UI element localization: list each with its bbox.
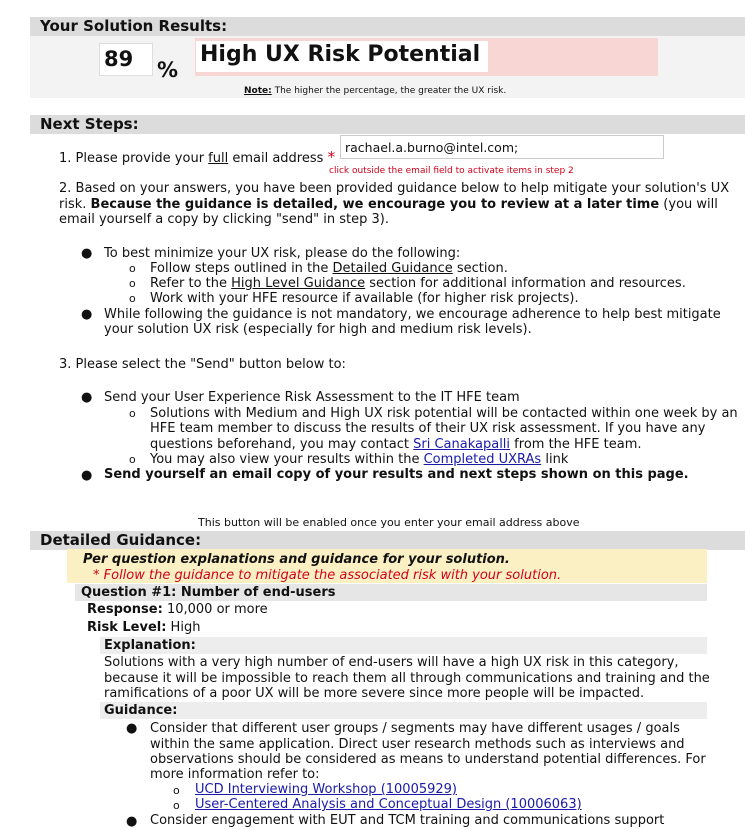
bullet-adherence-2: your solution UX risk (especially for high and medium risk levels). <box>104 322 532 337</box>
risk-level-label: Risk Level: <box>87 620 167 635</box>
sub-contact-line2: HFE team member to discuss the results of their UX risk assessment. If you have any <box>150 421 706 436</box>
bullet-dot: ● <box>81 246 93 261</box>
explanation-label: Explanation: <box>104 638 196 653</box>
percent-sign: % <box>157 58 179 82</box>
sub-completed-uxras <box>150 452 568 467</box>
high-level-guidance-ref: High Level Guidance <box>231 276 366 291</box>
step2-line1: 2. Based on your answers, you have been provided guidance below to help mitigate your solution's UX <box>59 181 730 196</box>
step1-full: full <box>208 151 229 166</box>
note-text: The higher the percentage, the greater the UX risk. <box>271 86 507 96</box>
email-hint: click outside the email field to activate items in step 2 <box>329 166 574 176</box>
step3-label: 3. Please select the "Send" button below to: <box>59 357 346 372</box>
step1-suffix: email address <box>228 151 324 166</box>
bullet-dot: ● <box>81 390 93 405</box>
circle-bullet: o <box>173 784 180 797</box>
circle-bullet: o <box>129 407 136 420</box>
sub2-a: Refer to the <box>150 276 232 291</box>
explanation-line3: ramifications of a poor UX will be more severe since more people will be impacted. <box>104 686 645 701</box>
circle-bullet: o <box>173 799 180 812</box>
bullet-adherence-1: While following the guidance is not mandatory, we encourage adherence to help best mitigate <box>104 307 721 322</box>
send-button-note: This button will be enabled once you enter your email address above <box>198 516 580 529</box>
response-row <box>87 602 268 617</box>
response-label: Response: <box>87 602 163 617</box>
sub2-b: section for additional information and resources. <box>365 276 686 291</box>
risk-level-value: High <box>166 620 201 635</box>
circle-bullet: o <box>129 292 136 305</box>
bullet-minimize: To best minimize your UX risk, please do the following: <box>104 246 461 261</box>
next-steps-header: Next Steps: <box>30 115 745 134</box>
sub-bullet-detailed <box>150 261 508 276</box>
guidance-header: Detailed Guidance: <box>30 531 745 550</box>
step2-line2-a: risk. <box>59 197 91 212</box>
email-field[interactable] <box>340 135 664 159</box>
guidance-item1-line1: Consider that different user groups / segments may have different usages / goals <box>150 721 680 736</box>
bullet-dot: ● <box>81 468 93 483</box>
bullet-email-copy: Send yourself an email copy of your results and next steps shown on this page. <box>104 467 689 482</box>
bullet-dot: ● <box>126 721 138 736</box>
score-value: 89 <box>104 47 134 71</box>
circle-bullet: o <box>129 277 136 290</box>
response-value: 10,000 or more <box>162 602 268 617</box>
sub1-b: section. <box>452 261 508 276</box>
sub1-a: Follow steps outlined in the <box>150 261 333 276</box>
guidance-item1-line2: within the same application. Direct user research methods such as interviews and <box>150 737 685 752</box>
bullet-dot: ● <box>126 814 138 829</box>
completed-uxras-link[interactable]: Completed UXRAs <box>423 452 542 467</box>
user-centered-analysis-link[interactable]: User-Centered Analysis and Conceptual Design (10006063) <box>195 797 582 812</box>
contact-a: questions beforehand, you may contact <box>150 437 414 452</box>
contact-b: from the HFE team. <box>510 437 642 452</box>
required-mark: * <box>327 148 336 166</box>
sri-canakapalli-link[interactable]: Sri Canakapalli <box>413 437 511 452</box>
uxras-a: You may also view your results within the <box>150 452 424 467</box>
step2-emphasis: Because the guidance is detailed, we encourage you to review at a later time <box>90 197 660 212</box>
sub-contact-line3 <box>150 437 642 452</box>
risk-row <box>87 620 200 635</box>
guidance-label-bar <box>100 702 707 719</box>
sub-contact-line1: Solutions with Medium and High UX risk potential will be contacted within one week by an <box>150 406 738 421</box>
bullet-dot: ● <box>81 307 93 322</box>
banner-line2: * Follow the guidance to mitigate the associated risk with your solution. <box>93 568 562 583</box>
guidance-item1-line3: observations should be considered as means to understand potential differences. For <box>150 752 706 767</box>
results-header: Your Solution Results: <box>30 17 745 36</box>
detailed-guidance-ref: Detailed Guidance <box>332 261 453 276</box>
guidance-item1-line4: more information refer to: <box>150 767 320 782</box>
banner-line1: Per question explanations and guidance for your solution. <box>83 552 510 567</box>
bullet-send-assessment: Send your User Experience Risk Assessment to the IT HFE team <box>104 390 520 405</box>
guidance-label: Guidance: <box>104 703 178 718</box>
circle-bullet: o <box>129 453 136 466</box>
step1-label <box>59 148 335 166</box>
note-label: Note: <box>244 86 272 96</box>
explanation-line1: Solutions with a very high number of end-users will have a high UX risk in this category, <box>104 655 679 670</box>
sub-bullet-high-level <box>150 276 686 291</box>
sub-bullet-hfe: Work with your HFE resource if available (for higher risk projects). <box>150 291 579 306</box>
step1-prefix: 1. Please provide your <box>59 151 209 166</box>
step2-line3: email yourself a copy by clicking "send" in step 3). <box>59 212 390 227</box>
circle-bullet: o <box>129 262 136 275</box>
risk-label: High UX Risk Potential <box>200 42 481 67</box>
question-title: Question #1: Number of end-users <box>81 585 336 600</box>
results-note <box>244 86 506 96</box>
explanation-line2: because it will be impossible to reach them all through communications and training and the <box>104 671 710 686</box>
ucd-interviewing-link[interactable]: UCD Interviewing Workshop (10005929) <box>195 782 457 797</box>
uxras-b: link <box>541 452 569 467</box>
step2-line2-c: (you will <box>659 197 718 212</box>
step2-line2 <box>59 197 718 212</box>
guidance-item2: Consider engagement with EUT and TCM training and communications support <box>150 813 665 828</box>
